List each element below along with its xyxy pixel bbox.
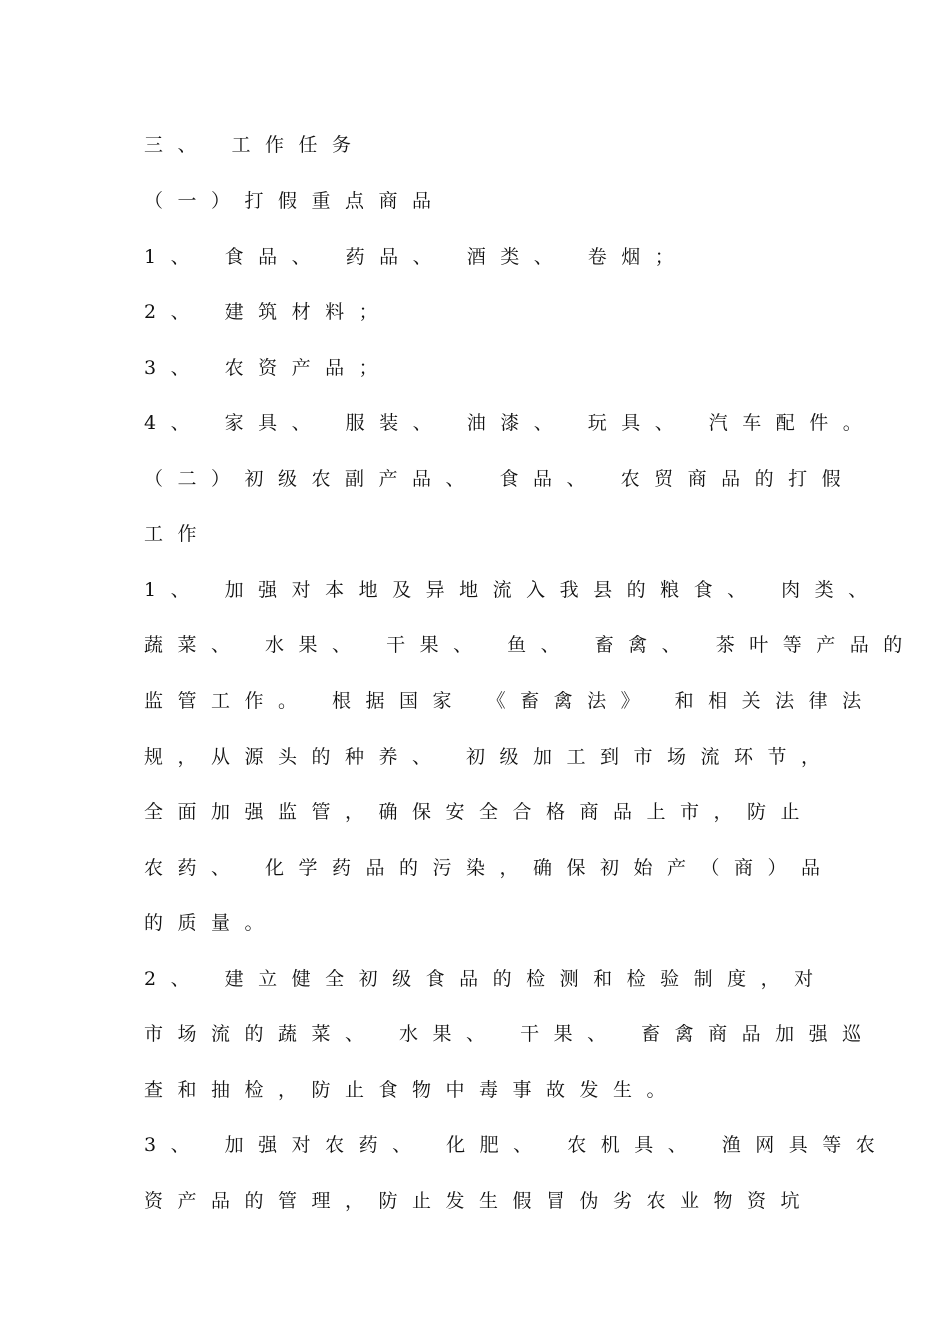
paragraph-line: 农药、 化学药品的污染，确保初始产（商）品 bbox=[144, 857, 835, 879]
list-item: 2、 建筑材料； bbox=[144, 301, 393, 323]
paragraph-line: 蔬菜、 水果、 干果、 鱼、 畜禽、 茶叶等产品的 bbox=[144, 634, 917, 656]
list-item: 4、 家具、 服装、 油漆、 玩具、 汽车配件。 bbox=[144, 412, 877, 434]
section-heading: 三、 工作任务 bbox=[144, 134, 366, 156]
paragraph-line: 全面加强监管，确保安全合格商品上市，防止 bbox=[144, 801, 815, 823]
list-item: 3、 农资产品； bbox=[144, 357, 393, 379]
paragraph-line: 监管工作。 根据国家 《畜禽法》 和相关法律法 bbox=[144, 690, 876, 712]
subsection-heading: （二）初级农副产品、 食品、 农贸商品的打假 bbox=[144, 468, 856, 490]
paragraph-line: 市场流的蔬菜、 水果、 干果、 畜禽商品加强巡 bbox=[144, 1023, 876, 1045]
paragraph-line: 3、 加强对农药、 化肥、 农机具、 渔网具等农 bbox=[144, 1134, 890, 1156]
paragraph-line: 2、 建立健全初级食品的检测和检验制度，对 bbox=[144, 968, 828, 990]
list-item: 1、 食品、 药品、 酒类、 卷烟； bbox=[144, 246, 689, 268]
subsection-heading-continued: 工作 bbox=[144, 523, 212, 545]
paragraph-line: 1、 加强对本地及异地流入我县的粮食、 肉类、 bbox=[144, 579, 882, 601]
paragraph-line: 资产品的管理，防止发生假冒伪劣农业物资坑 bbox=[144, 1190, 815, 1212]
subsection-heading: （一）打假重点商品 bbox=[144, 190, 446, 212]
paragraph-line: 查和抽检，防止食物中毒事故发生。 bbox=[144, 1079, 681, 1101]
paragraph-line: 的质量。 bbox=[144, 912, 279, 934]
paragraph-line: 规，从源头的种养、 初级加工到市场流环节， bbox=[144, 746, 835, 768]
